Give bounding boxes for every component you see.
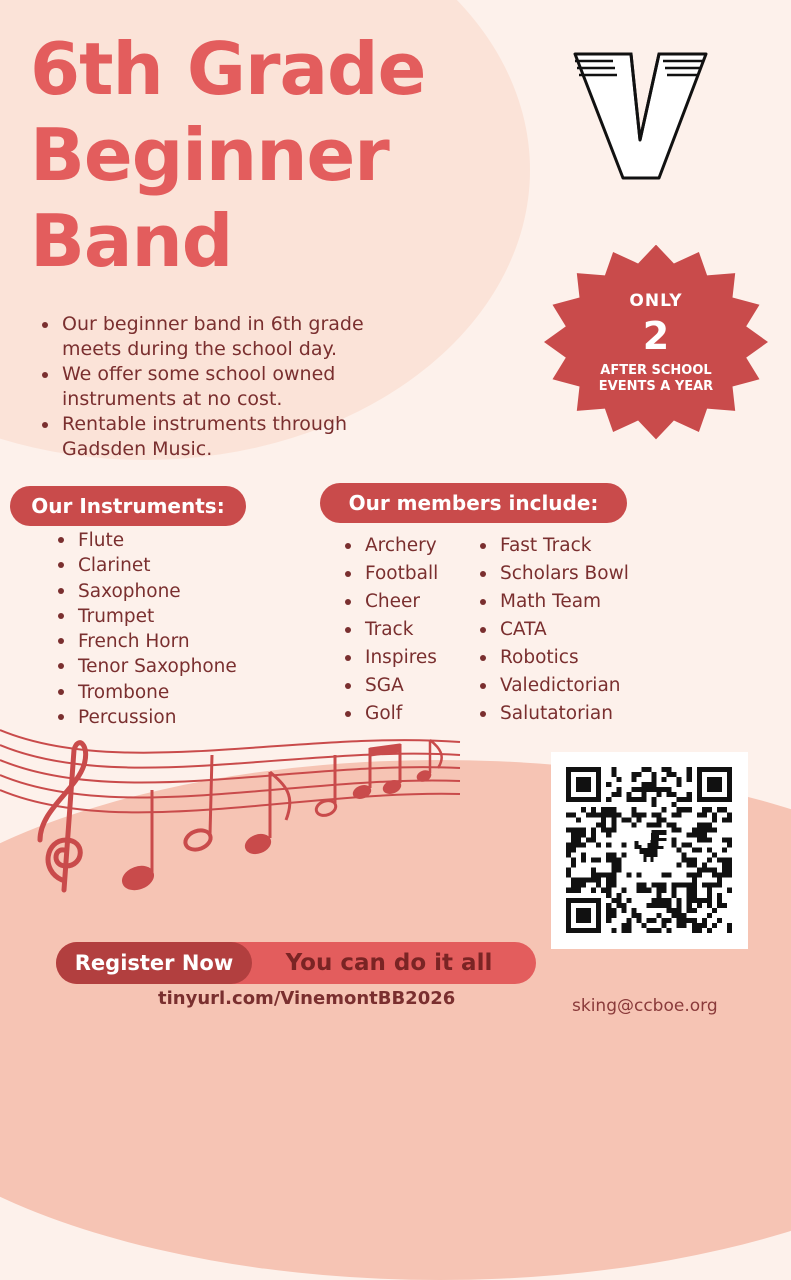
title-line-1: 6th Grade	[30, 27, 426, 111]
member-item: Valedictorian	[478, 672, 629, 700]
instrument-item: Trombone	[56, 680, 237, 705]
instrument-item: Percussion	[56, 705, 237, 730]
title-line-2: Beginner	[30, 113, 389, 197]
badge-only-label: ONLY	[629, 290, 683, 311]
instrument-item: Clarinet	[56, 553, 237, 578]
instrument-item: French Horn	[56, 629, 237, 654]
intro-item: We offer some school owned instruments at no cost.	[40, 362, 380, 412]
after-school-badge	[540, 245, 772, 440]
qr-code-icon[interactable]	[566, 767, 732, 933]
badge-line-1: AFTER SCHOOL	[600, 362, 712, 378]
title-line-3: Band	[30, 199, 233, 283]
intro-item: Our beginner band in 6th grade meets during the school day.	[40, 312, 380, 362]
music-staff-icon	[0, 720, 470, 920]
badge-line-2: EVENTS A YEAR	[598, 378, 714, 394]
instrument-item: Saxophone	[56, 579, 237, 604]
member-item: Inspires	[343, 644, 438, 672]
member-item: Track	[343, 616, 438, 644]
intro-list	[40, 312, 380, 462]
badge-number: 2	[642, 313, 670, 358]
register-now-button[interactable]: Register Now	[56, 942, 252, 984]
member-item: Football	[343, 560, 438, 588]
instruments-heading: Our Instruments:	[10, 486, 246, 526]
member-item: Cheer	[343, 588, 438, 616]
tagline: You can do it all	[285, 950, 493, 976]
member-item: SGA	[343, 672, 438, 700]
member-item: Golf	[343, 700, 438, 728]
instrument-item: Trumpet	[56, 604, 237, 629]
instruments-list	[56, 528, 237, 730]
member-item: Scholars Bowl	[478, 560, 629, 588]
members-list-col-2	[478, 532, 629, 728]
member-item: Archery	[343, 532, 438, 560]
member-item: Fast Track	[478, 532, 629, 560]
v-logo-icon	[573, 52, 708, 182]
member-item: CATA	[478, 616, 629, 644]
contact-email[interactable]: sking@ccboe.org	[572, 996, 718, 1016]
instrument-item: Flute	[56, 528, 237, 553]
member-item: Math Team	[478, 588, 629, 616]
registration-url[interactable]: tinyurl.com/VinemontBB2026	[158, 988, 456, 1009]
intro-item: Rentable instruments through Gadsden Music.	[40, 412, 380, 462]
members-list-col-1	[343, 532, 438, 728]
page-title	[30, 26, 425, 284]
instrument-item: Tenor Saxophone	[56, 654, 237, 679]
member-item: Salutatorian	[478, 700, 629, 728]
member-item: Robotics	[478, 644, 629, 672]
dinosaur-icon	[626, 827, 671, 872]
members-heading: Our members include:	[320, 483, 627, 523]
